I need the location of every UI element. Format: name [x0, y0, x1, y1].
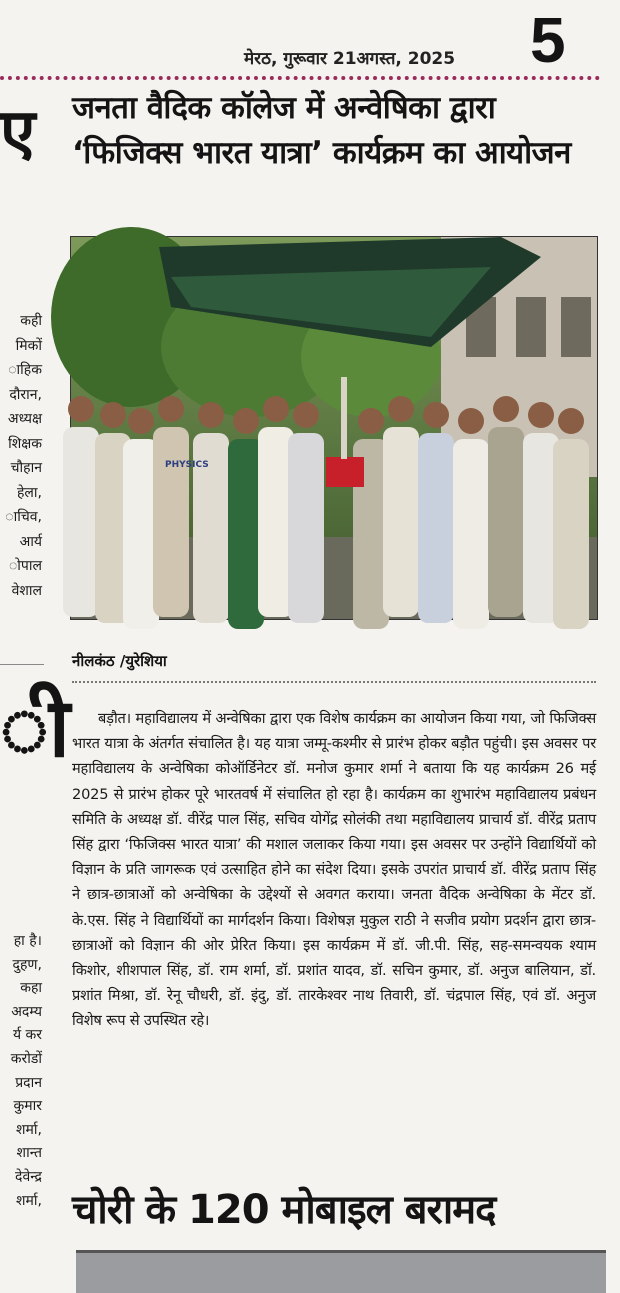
person-head [198, 402, 224, 428]
left-column-fragment: हेला, [16, 484, 42, 501]
person-figure [288, 433, 324, 623]
person-figure [553, 439, 589, 629]
next-article-photo [76, 1250, 606, 1293]
left-column-fragment: र्य कर [12, 1027, 42, 1044]
photo-shirt-text: PHYSICS [165, 460, 209, 470]
person-figure [63, 427, 99, 617]
dateline: मेरठ, गुरूवार 21अगस्त, 2025 [244, 49, 456, 69]
person-figure [453, 439, 489, 629]
left-column-fragment: अध्यक्ष [7, 411, 42, 427]
group-photo-illustration [71, 237, 597, 619]
left-column-fragment: चौहान [10, 460, 42, 476]
left-column-fragment: मिकों [15, 337, 42, 354]
person-head [358, 408, 384, 434]
person-head [458, 408, 484, 434]
left-column-fragment: प्रदान [15, 1074, 42, 1091]
person-head [100, 402, 126, 428]
left-column-fragment: अदम्य [11, 1003, 42, 1020]
person-head [423, 402, 449, 428]
person-figure [488, 427, 524, 617]
left-column-fragment: दौरान, [9, 386, 42, 403]
person-head [493, 396, 519, 422]
left-column-fragment: शिक्षक [8, 435, 42, 452]
person-figure [383, 427, 419, 617]
left-column-fragment: कुमार [13, 1098, 42, 1115]
left-column-fragments [0, 80, 70, 1280]
left-column-fragment: शर्मा, [16, 1121, 42, 1138]
article-body: बड़ौत। महाविद्यालय में अन्वेषिका द्वारा एक विशेष कार्यक्रम का आयोजन किया गया, जो फिजिक्स भारत यात्रा के अंतर्गत संचालित है। यह यात्रा जम्मू-कश्मीर से प्रारंभ होकर बड़ौत पहुंची। इस अवसर पर महाविद्यालय के अन्वेषिका कोऑर्डिनेटर डॉ. मनोज कुमार शर्मा ने बताया कि यह कार्यक्रम 26 मई 2025 से प्रारंभ होकर पूरे भारतवर्ष में संचालित हो रहा है। कार्यक्रम का शुभारंभ महाविद्यालय प्रबंधन समिति के अध्यक्ष डॉ. वीरेंद्र पाल सिंह, सचिव योगेंद्र सोलंकी तथा महाविद्यालय प्राचार्य डॉ. वीरेंद्र प्रताप सिंह द्वारा ‘फिजिक्स भारत यात्रा’ की मशाल जलाकर किया गया। इस अवसर पर उन्होंने विद्यार्थियों को विज्ञान के प्रति जागरूक एवं उत्साहित होने का संदेश दिया। इसके उपरांत प्राचार्य डॉ. वीरेंद्र प्रताप सिंह ने छात्र-छात्राओं को अन्वेषिका के उद्देश्यों से अवगत कराया। जनता वैदिक अन्वेषिका के मेंटर डॉ. के.एस. सिंह ने विद्यार्थियों का मार्गदर्शन किया। विशेषज्ञ मुकुल राठी ने सजीव प्रयोग प्रदर्शन द्वारा छात्र-छात्राओं को विज्ञान की ओर प्रेरित किया। इस कार्यक्रम में डॉ. जी.पी. सिंह, सह-समन्वयक श्याम किशोर, शीशपाल सिंह, डॉ. राम शर्मा, डॉ. प्रशांत यादव, डॉ. सचिन कुमार, डॉ. अनुज बालियान, डॉ. प्रशांत मिश्रा, डॉ. रेनू चौधरी, डॉ. इंदु, डॉ. तारकेश्वर नाथ तिवारी, डॉ. चंद्रपाल सिंह, एवं डॉ. अनुज विशेष रूप से उपस्थित रहे। [72, 710, 596, 1030]
person-figure [418, 433, 454, 623]
article-photo [70, 236, 598, 620]
photo-credit: नीलकंठ /युरेशिया [72, 652, 167, 670]
left-column-divider [0, 664, 44, 665]
left-column-fragment: ाहिक [8, 362, 42, 378]
left-column-fragment: देवेन्द्र [15, 1169, 42, 1185]
person-head [558, 408, 584, 434]
person-head [263, 396, 289, 422]
left-column-big-glyph-2: ी [0, 681, 70, 776]
masthead [0, 0, 620, 82]
left-column-fragment: दुहण, [12, 956, 42, 973]
left-column-big-glyph: ए [0, 96, 36, 170]
left-column-fragment: शान्त [16, 1145, 42, 1162]
left-column-fragment: ाचिव, [5, 509, 42, 525]
person-figure [153, 427, 189, 617]
person-head [128, 408, 154, 434]
left-column-fragment: शर्मा, [16, 1192, 42, 1209]
article-headline: जनता वैदिक कॉलेज में अन्वेषिका द्वारा ‘फिजिक्स भारत यात्रा’ कार्यक्रम का आयोजन [72, 90, 571, 171]
page-number: 5 [530, 4, 566, 76]
person-head [158, 396, 184, 422]
next-article-headline: चोरी के 120 मोबाइल बरामद [72, 1187, 496, 1233]
left-column-fragment: आर्य [19, 533, 42, 550]
left-column-fragment: कहा [20, 980, 42, 997]
masthead-dotted-rule [0, 76, 600, 80]
left-column-fragment: हा है। [13, 933, 42, 949]
person-head [233, 408, 259, 434]
left-column-fragment: कही [20, 313, 42, 329]
left-column-fragment: करोडों [10, 1051, 42, 1067]
left-column-fragment: ोपाल [8, 558, 42, 574]
person-head [293, 402, 319, 428]
left-column-fragment: वेशाल [11, 582, 42, 599]
person-head [388, 396, 414, 422]
person-head [528, 402, 554, 428]
person-head [68, 396, 94, 422]
credit-dotted-rule [72, 681, 596, 683]
